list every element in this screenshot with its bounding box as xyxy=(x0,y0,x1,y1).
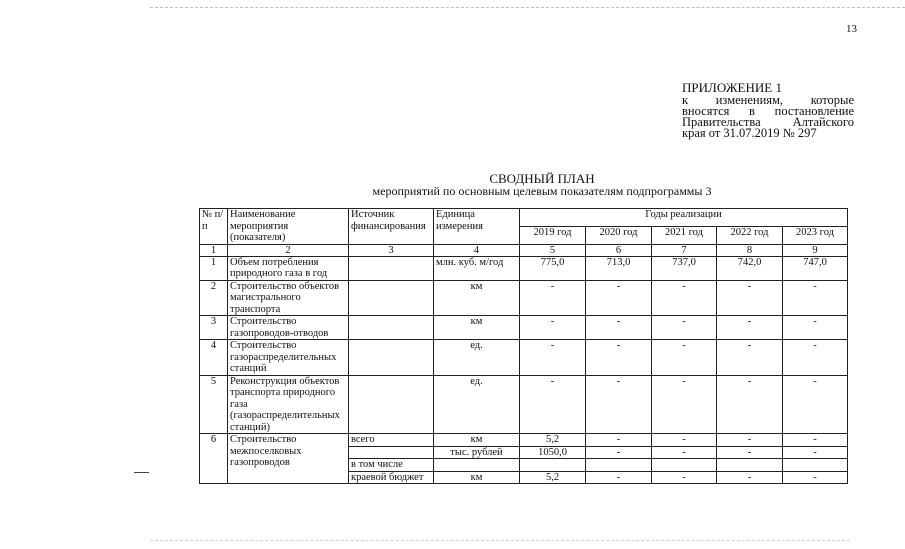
row-value: 737,0 xyxy=(652,256,717,280)
table-row xyxy=(200,340,848,376)
appendix-block xyxy=(682,81,854,139)
row-value: - xyxy=(717,471,783,484)
row-value: - xyxy=(652,280,717,316)
header-source: Источник финансирования xyxy=(349,209,434,245)
column-number: 6 xyxy=(586,244,652,256)
column-number: 4 xyxy=(434,244,520,256)
row-value: - xyxy=(520,280,586,316)
row-value: - xyxy=(783,471,848,484)
row-name: Строительство газопроводов-отводов xyxy=(228,316,349,340)
row-unit: тыс. рублей xyxy=(434,446,520,459)
row-value: - xyxy=(717,434,783,447)
row-value: - xyxy=(652,316,717,340)
column-number: 2 xyxy=(228,244,349,256)
row-name: Строительство объектов магистрального транспорта xyxy=(228,280,349,316)
summary-plan-table xyxy=(199,208,848,484)
row-num: 5 xyxy=(200,375,228,434)
row-value xyxy=(586,459,652,472)
row-value xyxy=(717,459,783,472)
row-unit: млн. куб. м/год xyxy=(434,256,520,280)
document-title: СВОДНЫЙ ПЛАН xyxy=(489,171,595,186)
table-row xyxy=(200,434,848,447)
row-value xyxy=(783,459,848,472)
row-num: 3 xyxy=(200,316,228,340)
header-name: Наименование мероприятия (показателя) xyxy=(228,209,349,245)
row-value: - xyxy=(586,471,652,484)
row-value: - xyxy=(783,340,848,376)
row-value: 742,0 xyxy=(717,256,783,280)
column-number: 7 xyxy=(652,244,717,256)
header-year: 2021 год xyxy=(652,226,717,244)
document-heading xyxy=(370,172,714,198)
scan-border-bottom xyxy=(150,540,850,541)
header-year: 2019 год xyxy=(520,226,586,244)
appendix-title: ПРИЛОЖЕНИЕ 1 xyxy=(682,80,782,95)
row-value: - xyxy=(783,434,848,447)
row-value: - xyxy=(586,340,652,376)
row-source xyxy=(349,375,434,434)
row-name: Строительство межпоселковых газопроводов xyxy=(228,434,349,484)
row-source xyxy=(349,316,434,340)
row-source xyxy=(349,280,434,316)
row-source: краевой бюджет xyxy=(349,471,434,484)
row-value: - xyxy=(652,375,717,434)
appendix-line-2: вносятся в постановление xyxy=(682,104,854,118)
row-value: - xyxy=(520,375,586,434)
row-source xyxy=(349,446,434,459)
row-value: - xyxy=(783,446,848,459)
row-value: 775,0 xyxy=(520,256,586,280)
header-years-group: Годы реализации xyxy=(520,209,848,227)
page-number: 13 xyxy=(846,23,857,35)
row-unit: км xyxy=(434,280,520,316)
column-number: 3 xyxy=(349,244,434,256)
row-source xyxy=(349,256,434,280)
row-unit: ед. xyxy=(434,340,520,376)
header-row xyxy=(200,209,848,227)
row-value: 5,2 xyxy=(520,471,586,484)
row-name: Реконструкция объектов транспорта природного газа (газораспределительных станций) xyxy=(228,375,349,434)
row-value: - xyxy=(586,446,652,459)
row-num: 1 xyxy=(200,256,228,280)
row-unit: км xyxy=(434,434,520,447)
row-value: - xyxy=(717,316,783,340)
row-value: - xyxy=(717,375,783,434)
table-row xyxy=(200,375,848,434)
column-number: 1 xyxy=(200,244,228,256)
row-value: 713,0 xyxy=(586,256,652,280)
row-value: - xyxy=(586,316,652,340)
row-value: - xyxy=(717,280,783,316)
header-num: № п/п xyxy=(200,209,228,245)
row-value: 5,2 xyxy=(520,434,586,447)
row-value: - xyxy=(783,375,848,434)
table-row xyxy=(200,280,848,316)
row-unit: км xyxy=(434,316,520,340)
row-name: Строительство газораспределительных станций xyxy=(228,340,349,376)
header-unit: Единица измерения xyxy=(434,209,520,245)
column-number: 8 xyxy=(717,244,783,256)
row-unit: ед. xyxy=(434,375,520,434)
appendix-line-3: Правительства Алтайского xyxy=(682,115,854,129)
row-value: - xyxy=(586,375,652,434)
margin-mark xyxy=(134,472,149,473)
row-num: 6 xyxy=(200,434,228,484)
table-row xyxy=(200,256,848,280)
row-source: всего xyxy=(349,434,434,447)
row-value: 1050,0 xyxy=(520,446,586,459)
row-num: 4 xyxy=(200,340,228,376)
table-row xyxy=(200,316,848,340)
row-value: - xyxy=(652,434,717,447)
scan-border-top xyxy=(150,7,905,8)
row-value: - xyxy=(652,446,717,459)
column-number: 9 xyxy=(783,244,848,256)
row-name: Объем потребления природного газа в год xyxy=(228,256,349,280)
row-value xyxy=(520,459,586,472)
column-number-row xyxy=(200,244,848,256)
row-num: 2 xyxy=(200,280,228,316)
row-value: - xyxy=(520,316,586,340)
row-unit xyxy=(434,459,520,472)
row-value: - xyxy=(652,340,717,376)
header-year: 2023 год xyxy=(783,226,848,244)
row-value: 747,0 xyxy=(783,256,848,280)
row-value: - xyxy=(520,340,586,376)
row-value: - xyxy=(783,316,848,340)
row-value: - xyxy=(783,280,848,316)
header-year: 2020 год xyxy=(586,226,652,244)
appendix-line-4: края от 31.07.2019 № 297 xyxy=(682,126,817,140)
row-source: в том числе xyxy=(349,459,434,472)
document-subtitle: мероприятий по основным целевым показателям подпрограммы 3 xyxy=(372,184,712,198)
row-value: - xyxy=(586,280,652,316)
row-value: - xyxy=(652,471,717,484)
row-unit: км xyxy=(434,471,520,484)
appendix-line-1: к изменениям, которые xyxy=(682,93,854,107)
row-value xyxy=(652,459,717,472)
row-value: - xyxy=(717,340,783,376)
row-value: - xyxy=(586,434,652,447)
row-value: - xyxy=(717,446,783,459)
header-year: 2022 год xyxy=(717,226,783,244)
column-number: 5 xyxy=(520,244,586,256)
row-source xyxy=(349,340,434,376)
